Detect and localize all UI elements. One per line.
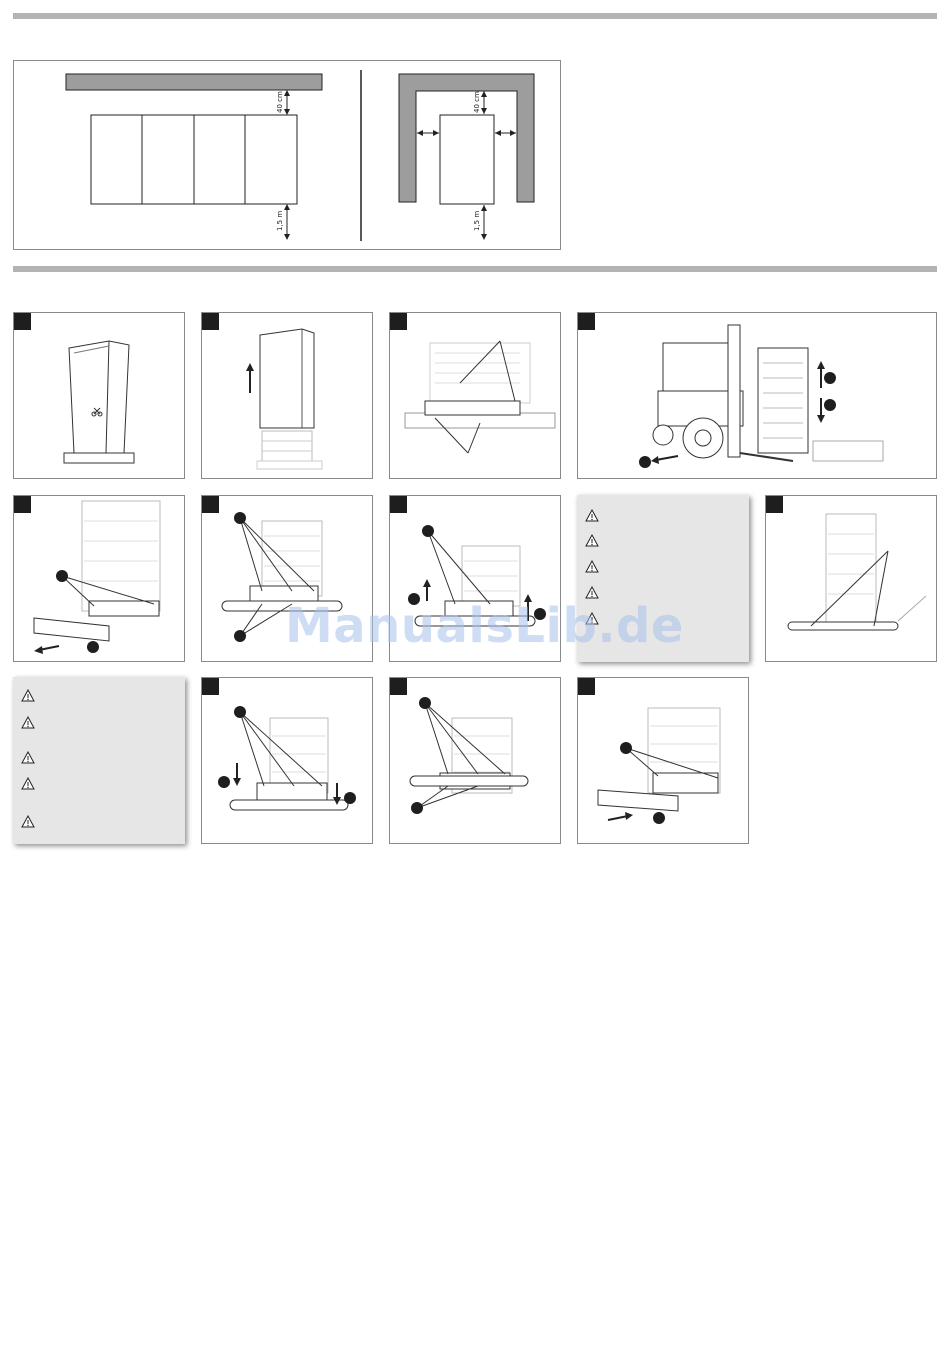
warning-triangle-icon [21,716,35,729]
warning-triangle-icon [585,560,599,573]
warning-triangle-icon [21,751,35,764]
step-panel-9 [201,677,373,844]
refit-front-plinth-illustration [578,678,749,844]
warning-triangle-icon [585,534,599,547]
warning-triangle-icon [21,815,35,828]
packed-cabinet-illustration [14,313,185,479]
warning-triangle-icon [21,777,35,790]
warning-triangle-icon [585,509,599,522]
forklift-illustration [578,313,937,479]
clearance-diagram [14,61,561,250]
clearance-diagram-panel [13,60,561,250]
lift-packaging-illustration [202,313,373,479]
step-panel-10 [389,677,561,844]
top-rule [13,13,937,19]
single-cabinet [440,115,494,204]
lower-onto-plinth-illustration [202,678,373,844]
step-panel-3 [389,312,561,479]
watermark: ManualsLib.de [285,598,684,654]
warning-triangle-icon [21,689,35,702]
tighten-brackets-illustration [390,678,561,844]
middle-rule [13,266,937,272]
top-clearance-label-left: 40 cm [276,91,284,113]
step-panel-4 [577,312,937,479]
cabinet-on-floor-illustration [766,496,937,662]
warning-box-2 [13,677,185,844]
front-clearance-label-right: 1,5 m [473,210,481,231]
top-clearance-label-right: 40 cm [473,91,481,113]
step-panel-5 [13,495,185,662]
step-panel-1 [13,312,185,479]
remove-front-plinth-illustration [14,496,185,662]
wall-bar [66,74,322,90]
step-panel-11 [577,677,749,844]
remove-pallet-brackets-illustration [390,313,561,479]
front-clearance-label-left: 1,5 m [276,210,284,231]
step-panel-8 [765,495,937,662]
step-panel-2 [201,312,373,479]
